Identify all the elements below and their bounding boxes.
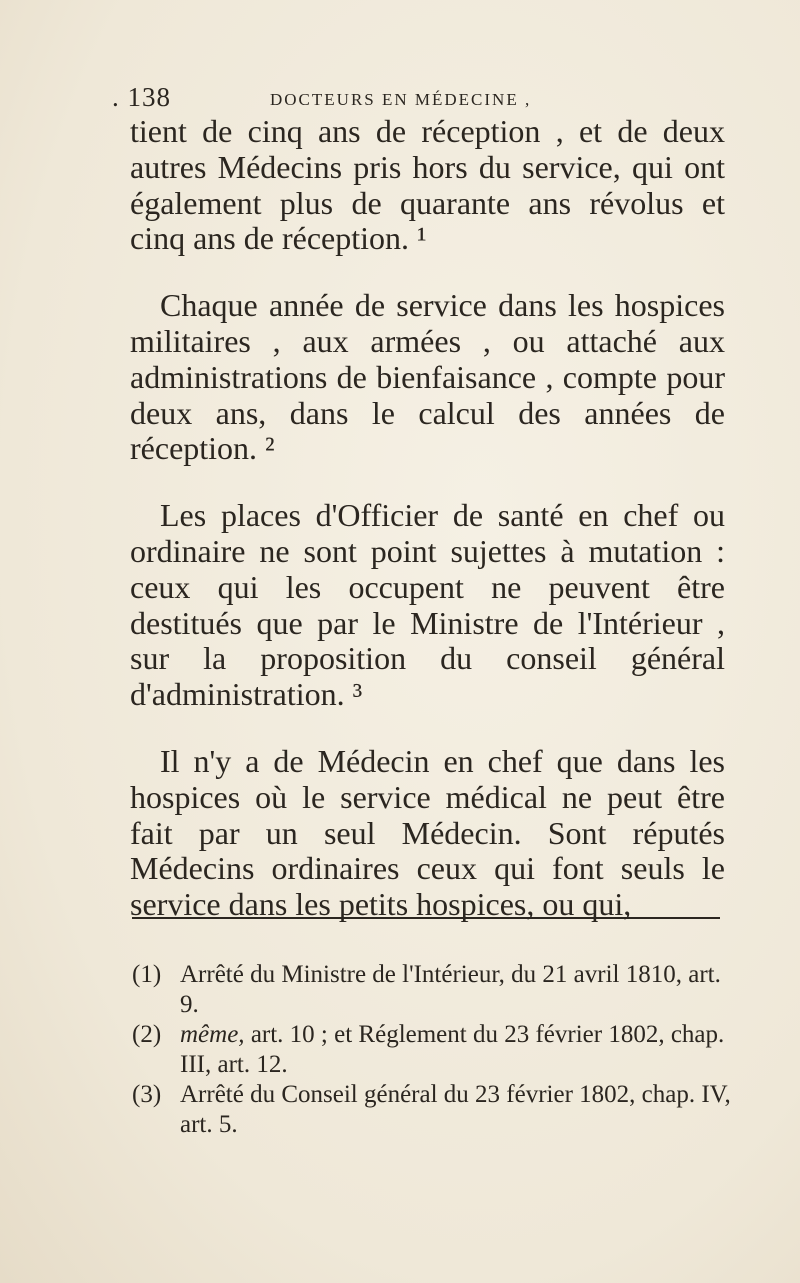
footnotes <box>132 960 732 1140</box>
page-number: . 138 <box>112 82 171 112</box>
running-head: DOCTEURS EN MÉDECINE , <box>270 90 532 109</box>
footnote-mark: (3) <box>132 1081 162 1108</box>
paragraph: Il n'y a de Médecin en chef que dans les hospices où le service médical ne peut être fait par un seul Médecin. Sont réputés Médecins ordinaires ceux qui font seuls le service dans les petits hospices, ou qui, <box>130 742 725 923</box>
footnote <box>132 1080 732 1140</box>
footnote-text: Arrêté du Conseil général du 23 février 1802, chap. IV, art. 5. <box>180 1081 731 1138</box>
paragraph: Les places d'Officier de santé en chef ou ordinaire ne sont point sujettes à mutation : ceux qui les occupent ne peuvent être destitués que par le Ministre de l'Intérieur , sur la proposition du conseil général d'administration. ³ <box>130 497 725 713</box>
footnote-text: Arrêté du Ministre de l'Intérieur, du 21 avril 1810, art. 9. <box>180 961 721 1018</box>
footnote-text-rest: art. 10 ; et Réglement du 23 février 1802, chap. III, art. 12. <box>180 1021 725 1078</box>
paragraph: tient de cinq ans de réception , et de deux autres Médecins pris hors du service, qui ont également plus de quarante ans révolus et cinq ans de réception. ¹ <box>130 113 725 257</box>
footnote-text <box>180 1020 732 1080</box>
footnote-rule <box>132 917 720 919</box>
footnote <box>132 1020 732 1080</box>
page-header <box>112 78 712 114</box>
footnote-italic: même, <box>180 1021 245 1048</box>
body-text <box>130 114 725 923</box>
footnote <box>132 960 732 1020</box>
paragraph: Chaque année de service dans les hospices militaires , aux armées , ou attaché aux administrations de bienfaisance , compte pour deux ans, dans le calcul des années de réception. ² <box>130 287 725 467</box>
footnote-mark: (2) <box>132 1021 162 1048</box>
footnote-mark: (1) <box>132 961 162 988</box>
